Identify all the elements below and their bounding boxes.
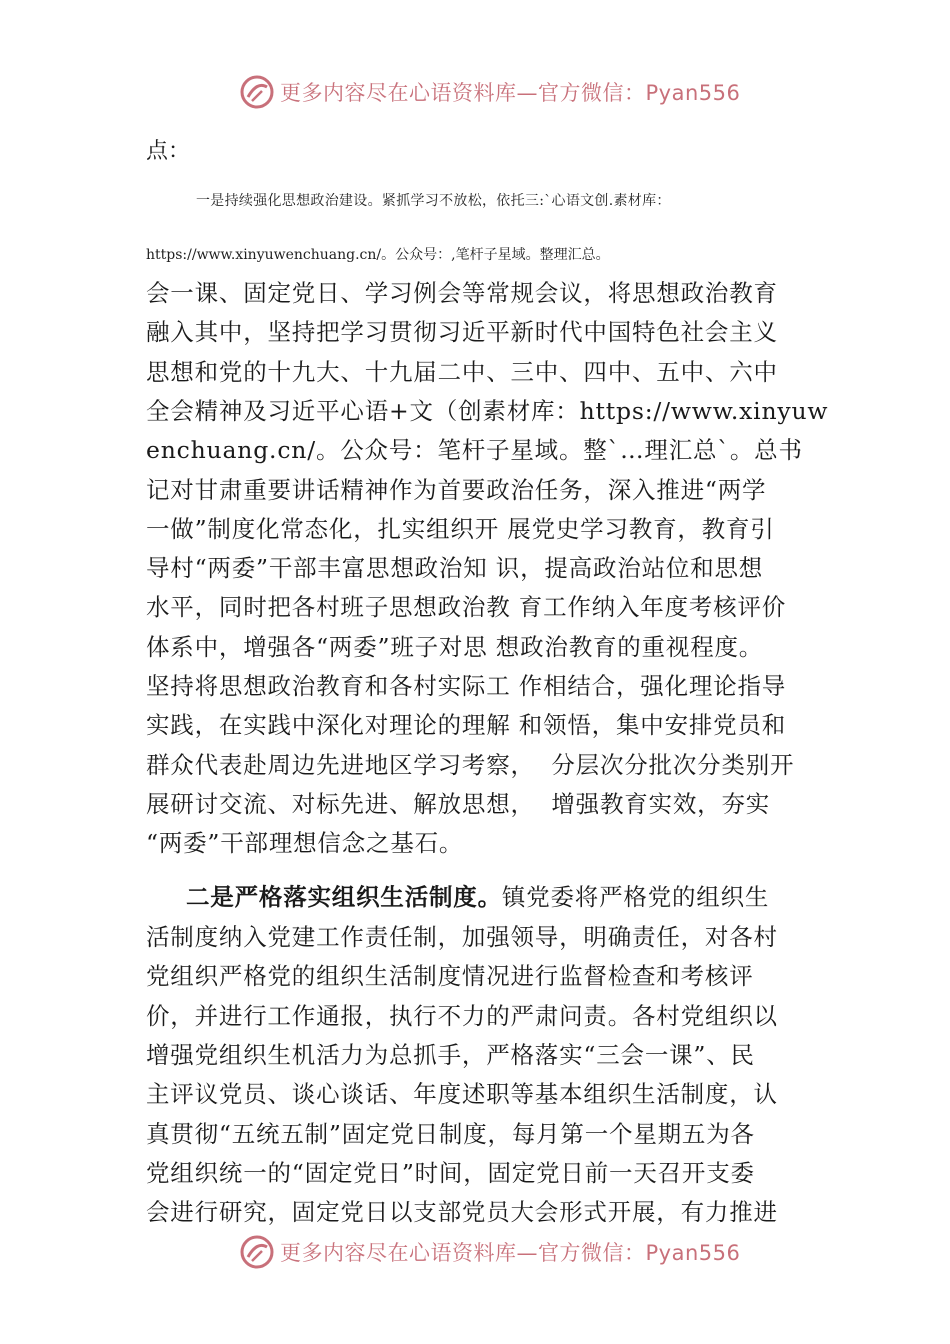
seal-logo-icon xyxy=(240,1235,274,1269)
text-line: 主评议党员、谈心谈话、年度述职等基本组织生活制度，认 xyxy=(146,1080,778,1109)
paragraph-2-heading: 二是严格落实组织生活制度。 xyxy=(186,883,502,911)
text-line: 群众代表赴周边先进地区学习考察， 分层次分批次分类别开 xyxy=(146,750,795,779)
seal-logo-icon xyxy=(240,75,274,109)
text-line: 坚持将思想政治教育和各村实际工 作相结合，强化理论指导 xyxy=(146,672,787,700)
small-line: 一是持续强化思想政治建设。紧抓学习不放松，依托三:`心语文创.素材库： xyxy=(196,193,671,209)
small-line: https://www.xinyuwenchuang.cn/。公众号：,笔杆子星域。整理汇总。 xyxy=(146,247,610,263)
text-line: 水平，同时把各村班子思想政治教 育工作纳入年度考核评价 xyxy=(146,593,787,622)
text-line: 党组织严格党的组织生活制度情况进行监督检查和考核评 xyxy=(146,962,754,991)
text-line: 会进行研究，固定党日以支部党员大会形式开展，有力推进 xyxy=(146,1198,778,1227)
text-line: enchuang.cn/。公众号：笔杆子星域。整`…理汇总`。总书 xyxy=(146,436,803,465)
paragraph-2-first-line xyxy=(186,878,769,912)
paragraph-2-first-rest: 镇党委将严格党的组织生 xyxy=(501,883,770,911)
footer-banner xyxy=(240,1230,760,1274)
text-line: 体系中，增强各“两委”班子对思 想政治教育的重视程度。 xyxy=(146,632,764,661)
text-line: 融入其中，坚持把学习贯彻习近平新时代中国特色社会主义 xyxy=(146,318,778,347)
text-line: 价，并进行工作通报，执行不力的严肃问责。各村党组织以 xyxy=(146,1001,778,1030)
banner-text: 更多内容尽在心语资料库—官方微信：Pyan556 xyxy=(280,81,741,105)
text-line: “两委”干部理想信念之基石。 xyxy=(146,829,464,858)
text-line: 增强党组织生机活力为总抓手，严格落实“三会一课”、民 xyxy=(146,1040,755,1069)
lead-text: 点： xyxy=(146,139,191,164)
banner-text: 更多内容尽在心语资料库—官方微信：Pyan556 xyxy=(280,1241,741,1265)
text-line: 实践，在实践中深化对理论的理解 和领悟，集中安排党员和 xyxy=(146,711,787,740)
header-banner xyxy=(240,70,760,114)
text-line: 导村“两委”干部丰富思想政治知 识，提高政治站位和思想 xyxy=(146,554,764,583)
text-line: 一做”制度化常态化，扎实组织开 展党史学习教育，教育引 xyxy=(146,514,775,543)
text-line: 思想和党的十九大、十九届二中、三中、四中、五中、六中 xyxy=(146,357,778,386)
text-line: 会一课、固定党日、学习例会等常规会议，将思想政治教育 xyxy=(146,279,778,307)
text-line: 全会精神及习近平心语+文（创素材库：https://www.xinyuw xyxy=(146,396,829,425)
text-line: 活制度纳入党建工作责任制，加强领导，明确责任，对各村 xyxy=(146,923,778,951)
text-line: 展研讨交流、对标先进、解放思想， 增强教育实效，夯实 xyxy=(146,789,771,818)
text-line: 记对甘肃重要讲话精神作为首要政治任务，深入推进“两学 xyxy=(146,475,767,504)
text-line: 真贯彻“五统五制”固定党日制度，每月第一个星期五为各 xyxy=(146,1119,755,1148)
text-line: 党组织统一的“固定党日”时间，固定党日前一天召开支委 xyxy=(146,1158,755,1187)
